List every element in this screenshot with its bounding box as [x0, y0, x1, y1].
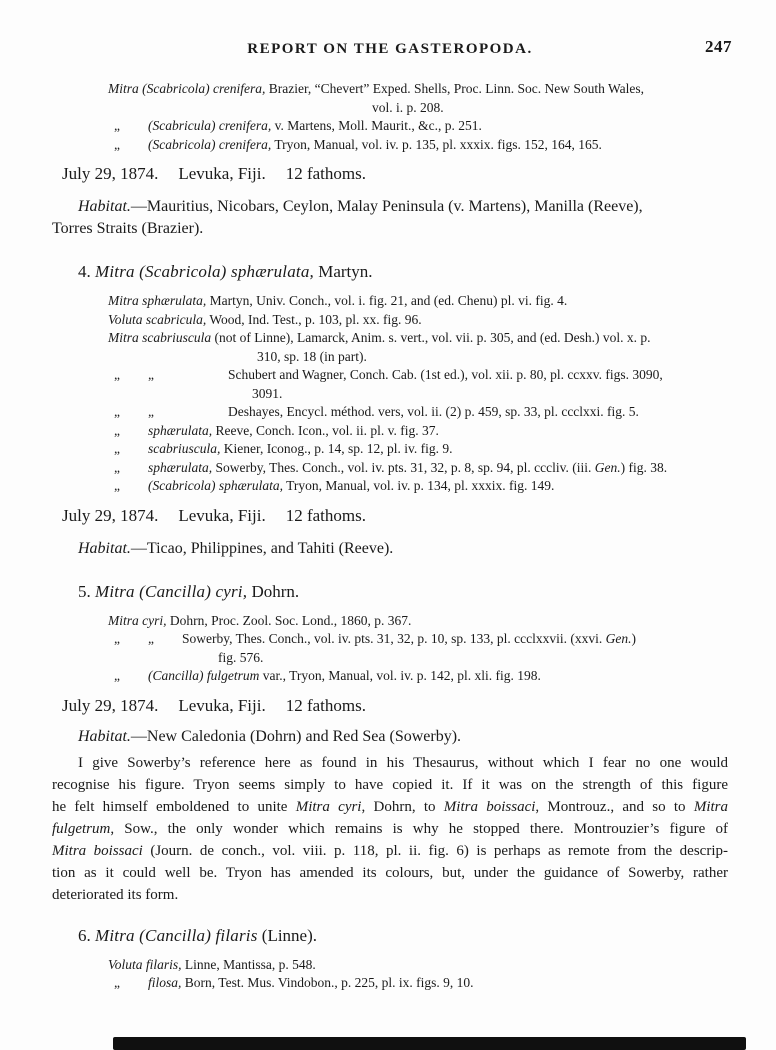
- collection-date-line: July 29, 1874. Levuka, Fiji. 12 fathoms.: [62, 695, 366, 715]
- reference-block-sphaerulata: [52, 292, 728, 496]
- species-heading-6: 6. Mitra (Cancilla) filaris (Linne).: [78, 925, 318, 945]
- reference-line: „ „ Schubert and Wagner, Conch. Cab. (1st ed.), vol. xii. p. 80, pl. ccxxv. figs. 3090,: [114, 367, 663, 382]
- reference-line: „ filosa, Born, Test. Mus. Vindobon., p. 225, pl. ix. figs. 9, 10.: [114, 975, 474, 990]
- species-heading-5: 5. Mitra (Cancilla) cyri, Dohrn.: [78, 581, 300, 601]
- reference-line: „ „ Deshayes, Encycl. méthod. vers, vol. ii. (2) p. 459, sp. 33, pl. ccclxxi. fig. 5.: [114, 404, 639, 419]
- reference-block-crenifera: [52, 80, 728, 154]
- habitat-line: Habitat.—Ticao, Philippines, and Tahiti (Reeve).: [78, 539, 394, 557]
- paragraph-line: I give Sowerby’s reference here as found in his Thesaurus, without which I fear no one would: [78, 754, 728, 771]
- reference-line: „ (Scabricula) crenifera, v. Martens, Moll. Maurit., &c., p. 251.: [114, 118, 482, 133]
- commentary-paragraph: [52, 752, 728, 906]
- reference-line: Mitra scabriuscula (not of Linne), Lamarck, Anim. s. vert., vol. vii. p. 305, and (ed. Desh.) vol. x. p.: [108, 330, 651, 345]
- reference-line: „ (Scabricola) crenifera, Tryon, Manual, vol. iv. p. 135, pl. xxxix. figs. 152, 164, 165.: [114, 136, 602, 152]
- reference-continuation-line: fig. 576.: [218, 649, 264, 665]
- reference-line: Mitra sphærulata, Martyn, Univ. Conch., vol. i. fig. 21, and (ed. Chenu) pl. vi. fig. 4.: [108, 293, 568, 308]
- habitat-note: [52, 726, 728, 748]
- reference-continuation-line: 3091.: [252, 385, 283, 401]
- paragraph-line: recognise his figure. Tryon seems simply to have copied it. If it was on the strength of this figure: [52, 776, 728, 793]
- habitat-line: Torres Straits (Brazier).: [52, 220, 204, 237]
- reference-line: Mitra cyri, Dohrn, Proc. Zool. Soc. Lond., 1860, p. 367.: [108, 612, 412, 628]
- paragraph-line: Mitra boissaci (Journ. de conch., vol. viii. p. 118, pl. ii. fig. 6) is perhaps as remote from the descrip-: [52, 842, 728, 859]
- reference-continuation-line: 310, sp. 18 (in part).: [257, 348, 367, 364]
- collection-date-line: July 29, 1874. Levuka, Fiji. 12 fathoms.: [62, 164, 366, 183]
- page-header: [52, 37, 732, 60]
- reference-block-cyri: [52, 612, 728, 686]
- species-heading-4: 4. Mitra (Scabricola) sphærulata, Martyn.: [78, 262, 373, 281]
- habitat-line: Habitat.—New Caledonia (Dohrn) and Red Sea (Sowerby).: [78, 727, 462, 745]
- reference-line: Mitra (Scabricola) crenifera, Brazier, “Chevert” Exped. Shells, Proc. Linn. Soc. New South Wales,: [108, 81, 645, 96]
- paragraph-line: fulgetrum, Sow., the only wonder which remains is why he stopped there. Montrouzier’s figure of: [52, 820, 728, 837]
- reference-line: „ (Scabricola) sphærulata, Tryon, Manual, vol. iv. p. 134, pl. xxxix. fig. 149.: [114, 478, 555, 493]
- reference-line: „ sphærulata, Sowerby, Thes. Conch., vol. iv. pts. 31, 32, p. 8, sp. 94, pl. cccliv. (iii. Gen.) fig. 38.: [114, 459, 668, 475]
- reference-line: Voluta scabricula, Wood, Ind. Test., p. 103, pl. xx. fig. 96.: [108, 311, 422, 327]
- paragraph-line: tion as it could well be. Tryon has amended its colours, but, under the guidance of Sowerby, rather: [52, 864, 728, 881]
- reference-line: „ scabriuscula, Kiener, Iconog., p. 14, sp. 12, pl. iv. fig. 9.: [114, 441, 453, 456]
- reference-line: „ sphærulata, Reeve, Conch. Icon., vol. ii. pl. v. fig. 37.: [114, 422, 439, 438]
- habitat-note: [52, 538, 728, 560]
- paragraph-line: deteriorated its form.: [52, 886, 179, 903]
- page-header-title: REPORT ON THE GASTEROPODA.: [247, 41, 533, 57]
- reference-line: „ „ Sowerby, Thes. Conch., vol. iv. pts. 31, 32, p. 10, sp. 133, pl. ccclxxvii. (xxvi. Gen.): [114, 631, 636, 646]
- reference-line: „ (Cancilla) fulgetrum var., Tryon, Manual, vol. iv. p. 142, pl. xli. fig. 198.: [114, 668, 541, 683]
- reference-continuation-line: vol. i. p. 208.: [372, 99, 444, 115]
- scan-artifact-bar: [113, 1037, 746, 1050]
- habitat-note: [52, 196, 728, 240]
- collection-date-line: July 29, 1874. Levuka, Fiji. 12 fathoms.: [62, 505, 366, 525]
- reference-line: Voluta filaris, Linne, Mantissa, p. 548.: [108, 956, 316, 972]
- habitat-line: Habitat.—Mauritius, Nicobars, Ceylon, Malay Peninsula (v. Martens), Manilla (Reeve),: [78, 198, 643, 215]
- paragraph-line: he felt himself emboldened to unite Mitra cyri, Dohrn, to Mitra boissaci, Montrouz., and so to Mitra: [52, 798, 728, 815]
- page-number: 247: [705, 37, 732, 56]
- reference-block-filaris: [52, 956, 728, 993]
